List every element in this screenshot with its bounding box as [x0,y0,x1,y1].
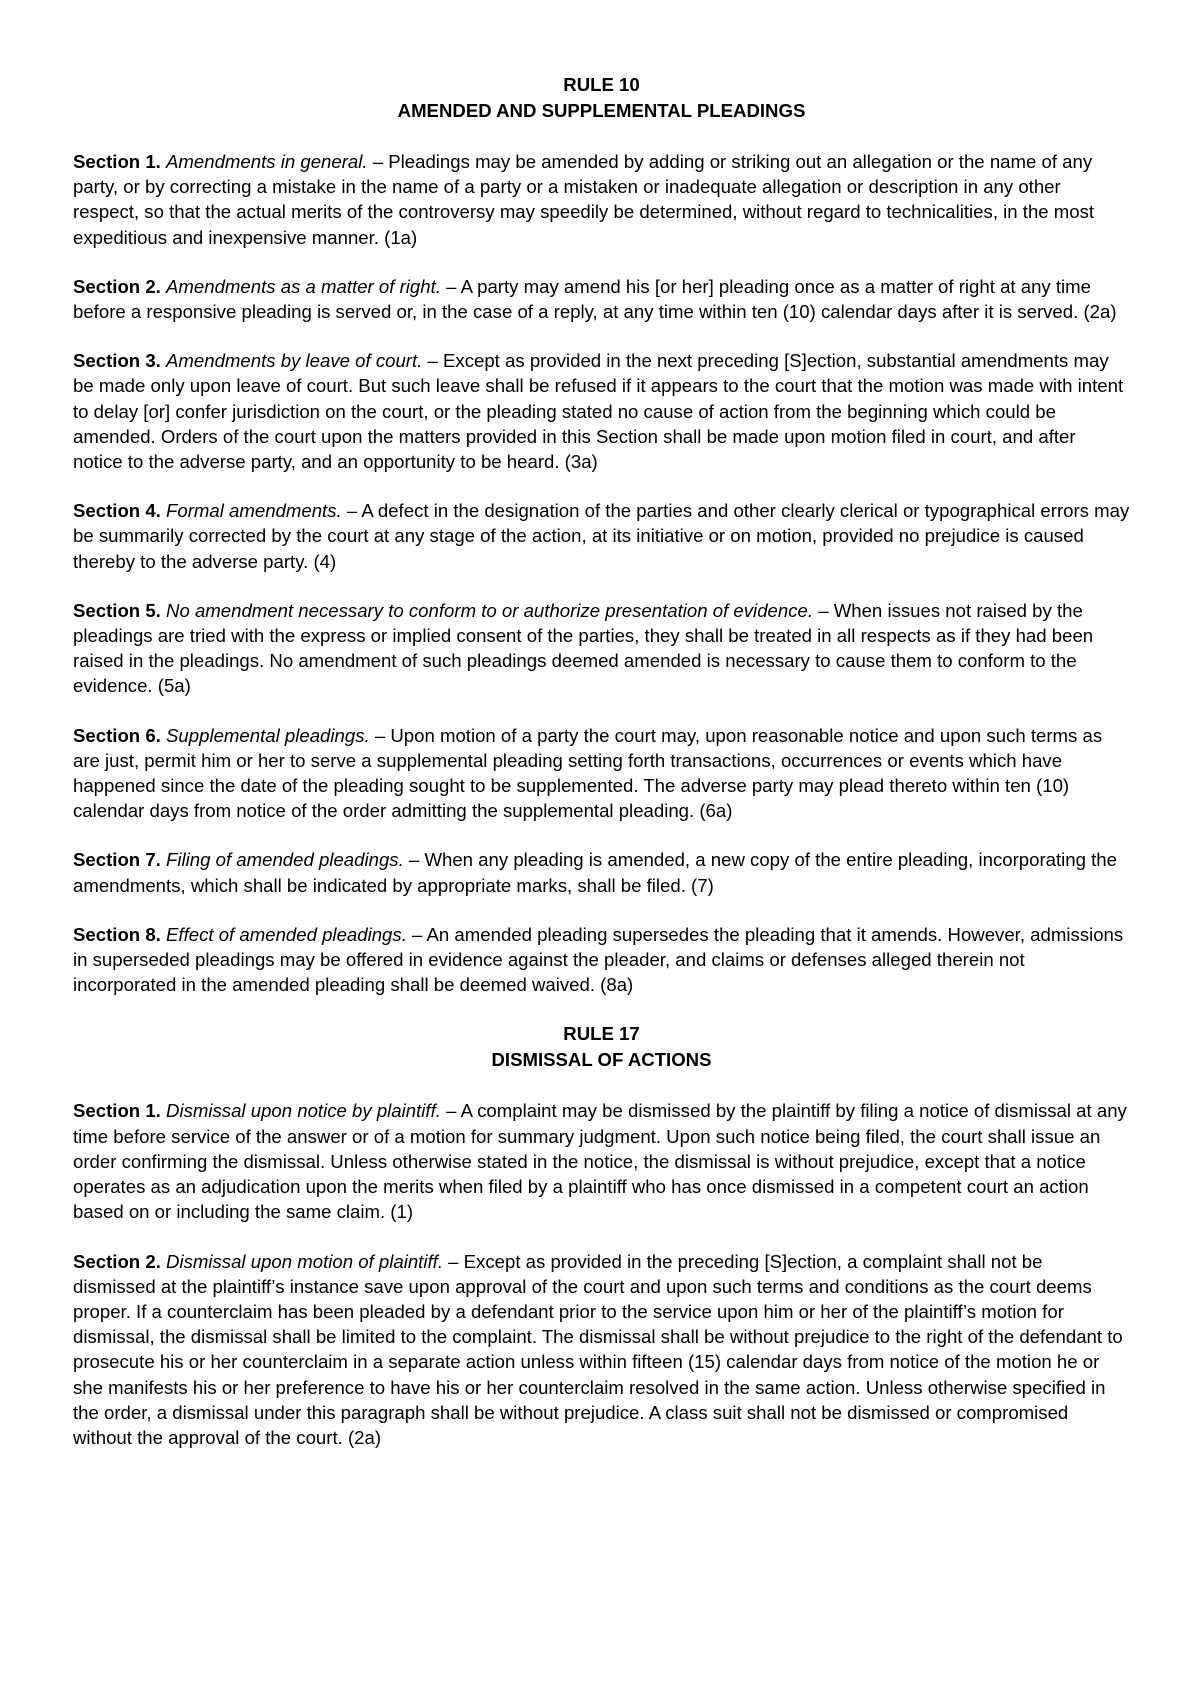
section-text: – An amended pleading supersedes the pleading that it amends. However, admissions in superseded pleadings may be offered in evidence against the pleader, and claims or defenses alleged therein not incorporated in the amended pleading shall be deemed waived. (8a) [73,923,1124,996]
rule-17-block [73,1021,1130,1450]
section-number: Section 2. [73,275,161,297]
section-paragraph [73,598,1130,699]
section-title: Amendments in general. [166,151,368,172]
rule-title: AMENDED AND SUPPLEMENTAL PLEADINGS [397,100,806,121]
section-paragraph [73,274,1130,324]
section-title: Effect of amended pleadings. [166,923,407,945]
section-number: Section 6. [73,724,161,746]
section-number: Section 3. [73,350,161,372]
section-title: No amendment necessary to conform to or authorize presentation of evidence. [166,599,814,621]
rule-number: RULE 10 [563,74,640,95]
section-title: Filing of amended pleadings. [166,849,404,871]
section-number: Section 1. [73,151,161,172]
section-number: Section 1. [73,1100,161,1122]
section-paragraph [73,847,1130,897]
section-title: Formal amendments. [166,500,342,522]
rule-heading [73,1021,1130,1073]
section-text: – A defect in the designation of the parties and other clearly clerical or typographical errors may be summarily corrected by the court at any stage of the action, at its initiative or on motion, provided no prejudice is caused thereby to the adverse party. (4) [73,500,1130,572]
section-paragraph [73,348,1130,474]
section-paragraph [73,1249,1130,1451]
section-text: – Upon motion of a party the court may, upon reasonable notice and upon such terms as are just, permit him or her to serve a supplemental pleading setting forth transactions, occurrences or events which have happened since the date of the pleading sought to be supplemented. The adverse party may plead thereto within ten (10) calendar days from notice of the order admitting the supplemental pleading. (6a) [73,724,1103,822]
rule-10-block [73,72,1130,997]
rule-heading [73,72,1130,124]
rule-number: RULE 17 [563,1023,640,1045]
section-text: – When any pleading is amended, a new copy of the entire pleading, incorporating the amendments, which shall be indicated by appropriate marks, shall be filed. (7) [73,849,1117,896]
section-title: Dismissal upon notice by plaintiff. [166,1100,441,1122]
section-text: – Pleadings may be amended by adding or striking out an allegation or the name of any party, or by correcting a mistake in the name of a party or a mistaken or inadequate allegation or description in any other respect, so that the actual merits of the controversy may speedily be determined, without regard to technicalities, in the most expeditious and inexpensive manner. (1a) [73,151,1095,248]
section-number: Section 8. [73,923,161,945]
section-paragraph [73,922,1130,998]
rule-title: DISMISSAL OF ACTIONS [491,1049,712,1071]
section-paragraph [73,498,1130,574]
section-text: – Except as provided in the next preceding [S]ection, substantial amendments may be made only upon leave of court. But such leave shall be refused if it appears to the court that the motion was made with intent to delay [or] confer jurisdiction on the court, or the pleading stated no cause of action from the beginning which could be amended. Orders of the court upon the matters provided in this Section shall be made upon motion filed in court, and after notice to the adverse party, and an opportunity to be heard. (3a) [73,350,1124,473]
section-title: Dismissal upon motion of plaintiff. [166,1250,443,1272]
section-text: – Except as provided in the preceding [S]ection, a complaint shall not be dismissed at the plaintiff’s instance save upon approval of the court and upon such terms and conditions as the court deems proper. If a counterclaim has been pleaded by a defendant prior to the service upon him or her of the plaintiff’s motion for dismissal, the dismissal shall be limited to the complaint. The dismissal shall be without prejudice to the right of the defendant to prosecute his or her counterclaim in a separate action unless within fifteen (15) calendar days from notice of the motion he or she manifests his or her preference to have his or her counterclaim resolved in the same action. Unless otherwise specified in the order, a dismissal under this paragraph shall be without prejudice. A class suit shall not be dismissed or compromised without the approval of the court. (2a) [73,1250,1123,1448]
section-title: Supplemental pleadings. [166,724,370,746]
section-number: Section 7. [73,849,161,871]
section-text: – A complaint may be dismissed by the plaintiff by filing a notice of dismissal at any time before service of the answer or of a motion for summary judgment. Upon such notice being filed, the court shall issue an order confirming the dismissal. Unless otherwise stated in the notice, the dismissal is without prejudice, except that a notice operates as an adjudication upon the merits when filed by a plaintiff who has once dismissed in a competent court an action based on or including the same claim. (1) [73,1100,1127,1223]
section-paragraph [73,1098,1130,1224]
section-paragraph [73,149,1130,250]
section-text: – A party may amend his [or her] pleading once as a matter of right at any time before a responsive pleading is served or, in the case of a reply, at any time within ten (10) calendar days after it is served. (2a) [73,275,1117,323]
section-title: Amendments as a matter of right. [166,275,441,297]
section-number: Section 5. [73,599,161,621]
section-text: – When issues not raised by the pleadings are tried with the express or implied consent of the parties, they shall be treated in all respects as if they had been raised in the pleadings. No amendment of such pleadings deemed amended is necessary to cause them to conform to the evidence. (5a) [73,599,1094,697]
section-paragraph [73,723,1130,824]
section-number: Section 2. [73,1250,161,1272]
section-number: Section 4. [73,500,161,522]
section-title: Amendments by leave of court. [166,350,423,372]
